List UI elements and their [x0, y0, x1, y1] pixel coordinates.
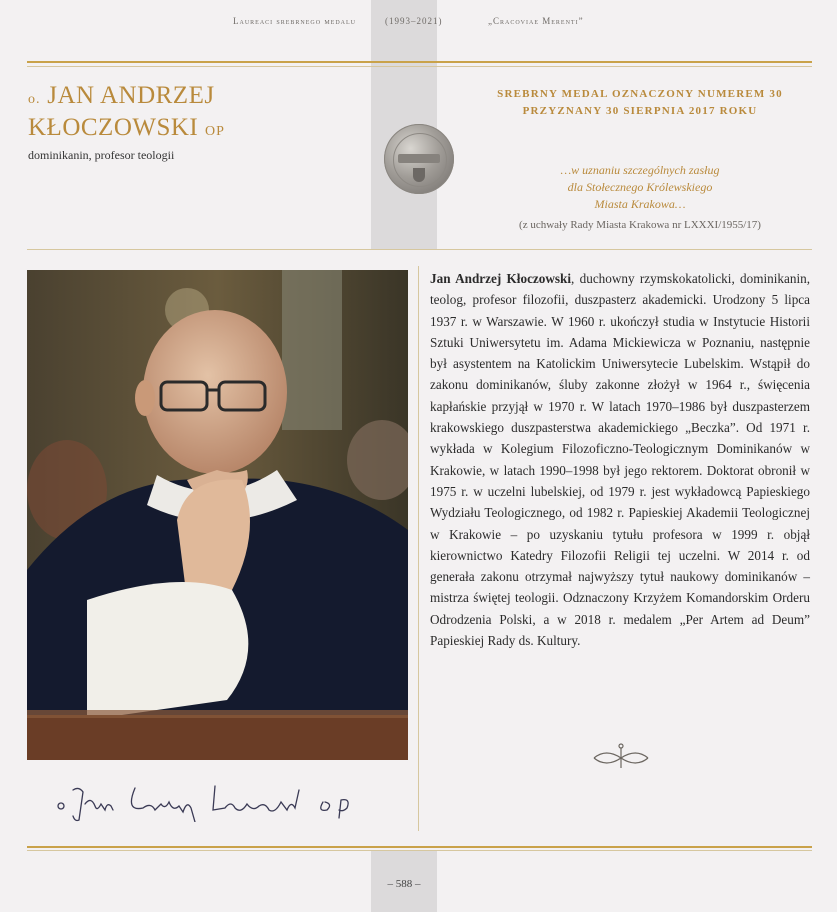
footer-rule-thin — [27, 850, 812, 851]
quote-line3: Miasta Krakowa… — [594, 197, 686, 211]
bio-lead-name: Jan Andrzej Kłoczowski — [430, 271, 572, 286]
quote-line2: dla Stołecznego Królewskiego — [567, 180, 713, 194]
column-divider — [418, 266, 419, 831]
handwritten-signature — [55, 782, 385, 822]
portrait-illustration — [27, 270, 408, 760]
running-head-center: (1993–2021) — [385, 16, 443, 26]
medal-crest — [413, 168, 425, 182]
page-number: – 588 – — [387, 878, 421, 890]
quote-line1: …w uznaniu szczególnych zasług — [560, 163, 720, 177]
bio-body: , duchowny rzymskokatolicki, dominikanin, teolog, profesor filozofii, duszpasterz akademicki. Urodzony 5 lipca 1937 r. w Warszawie. W 1960 r. ukończył studia w Instytucie Historii Sztuki Uniwersytetu im. Adama Mickiewicza w Poznaniu, następnie był asystentem na Katolickim Uniwersytecie Lubelskim. Wstąpił do zakonu dominikanów, śluby zakonne złożył w 1964 r., święcenia kapłańskie przyjął w 1970 r. W latach 1970–1986 był duszpasterzem krakowskiego duszpasterstwa akademickiego „Beczka”. Od 1971 r. wykłada w Kolegium Filozoficzno-Teologicznym Dominikanów w Krakowie, w latach 1990–1998 był jego rektorem. Doktorat obronił w 1975 r. w uczelni lubelskiej, od 1979 r. jest wykładowcą Papieskiego Wydziału Teologicznego, od 1982 r. Papieskiej Akademii Teologicznej w Krakowie – po uzyskaniu tytułu profesora w 1999 r. objął kierownictwo Katedry Filozofii Religii tej uczelni. W 2014 r. od generała zakonu otrzymał najwyższy tytuł naukowy dominikanów – mistrza świętej teologii. Odznaczony Krzyżem Komandorskim Orderu Odrodzenia Polski, a w 2018 r. medalem „Per Artem ad Deum” Papieskiej Rady ds. Kultury. — [430, 271, 811, 649]
medal-title — [480, 86, 800, 120]
footer-rule — [27, 846, 812, 848]
medal-title-line1: SREBRNY MEDAL OZNACZONY NUMEREM 30 — [497, 88, 783, 100]
running-head-right: „Cracoviae Merenti” — [488, 16, 584, 26]
running-head-left: Laureaci srebrnego medalu — [233, 16, 356, 26]
medal-quote — [480, 162, 800, 213]
header-rule-thin — [27, 66, 812, 67]
medal-city-relief — [398, 154, 440, 163]
ornament-icon — [592, 740, 650, 770]
name-line1: JAN ANDRZEJ — [47, 82, 215, 109]
silver-medal-image — [384, 124, 454, 194]
name-line2: KŁOCZOWSKI — [28, 114, 199, 141]
section-divider — [27, 249, 812, 250]
laureate-role: dominikanin, profesor teologii — [28, 148, 175, 162]
medal-title-line2: PRZYZNANY 30 SIERPNIA 2017 ROKU — [522, 105, 758, 117]
resolution-reference: (z uchwały Rady Miasta Krakowa nr LXXXI/1955/17) — [519, 219, 761, 231]
biography-text — [430, 268, 810, 651]
name-prefix: o. — [28, 92, 41, 107]
portrait-photo — [27, 270, 408, 760]
header-rule — [27, 61, 812, 63]
laureate-name — [28, 82, 225, 146]
name-suffix: OP — [205, 124, 225, 139]
